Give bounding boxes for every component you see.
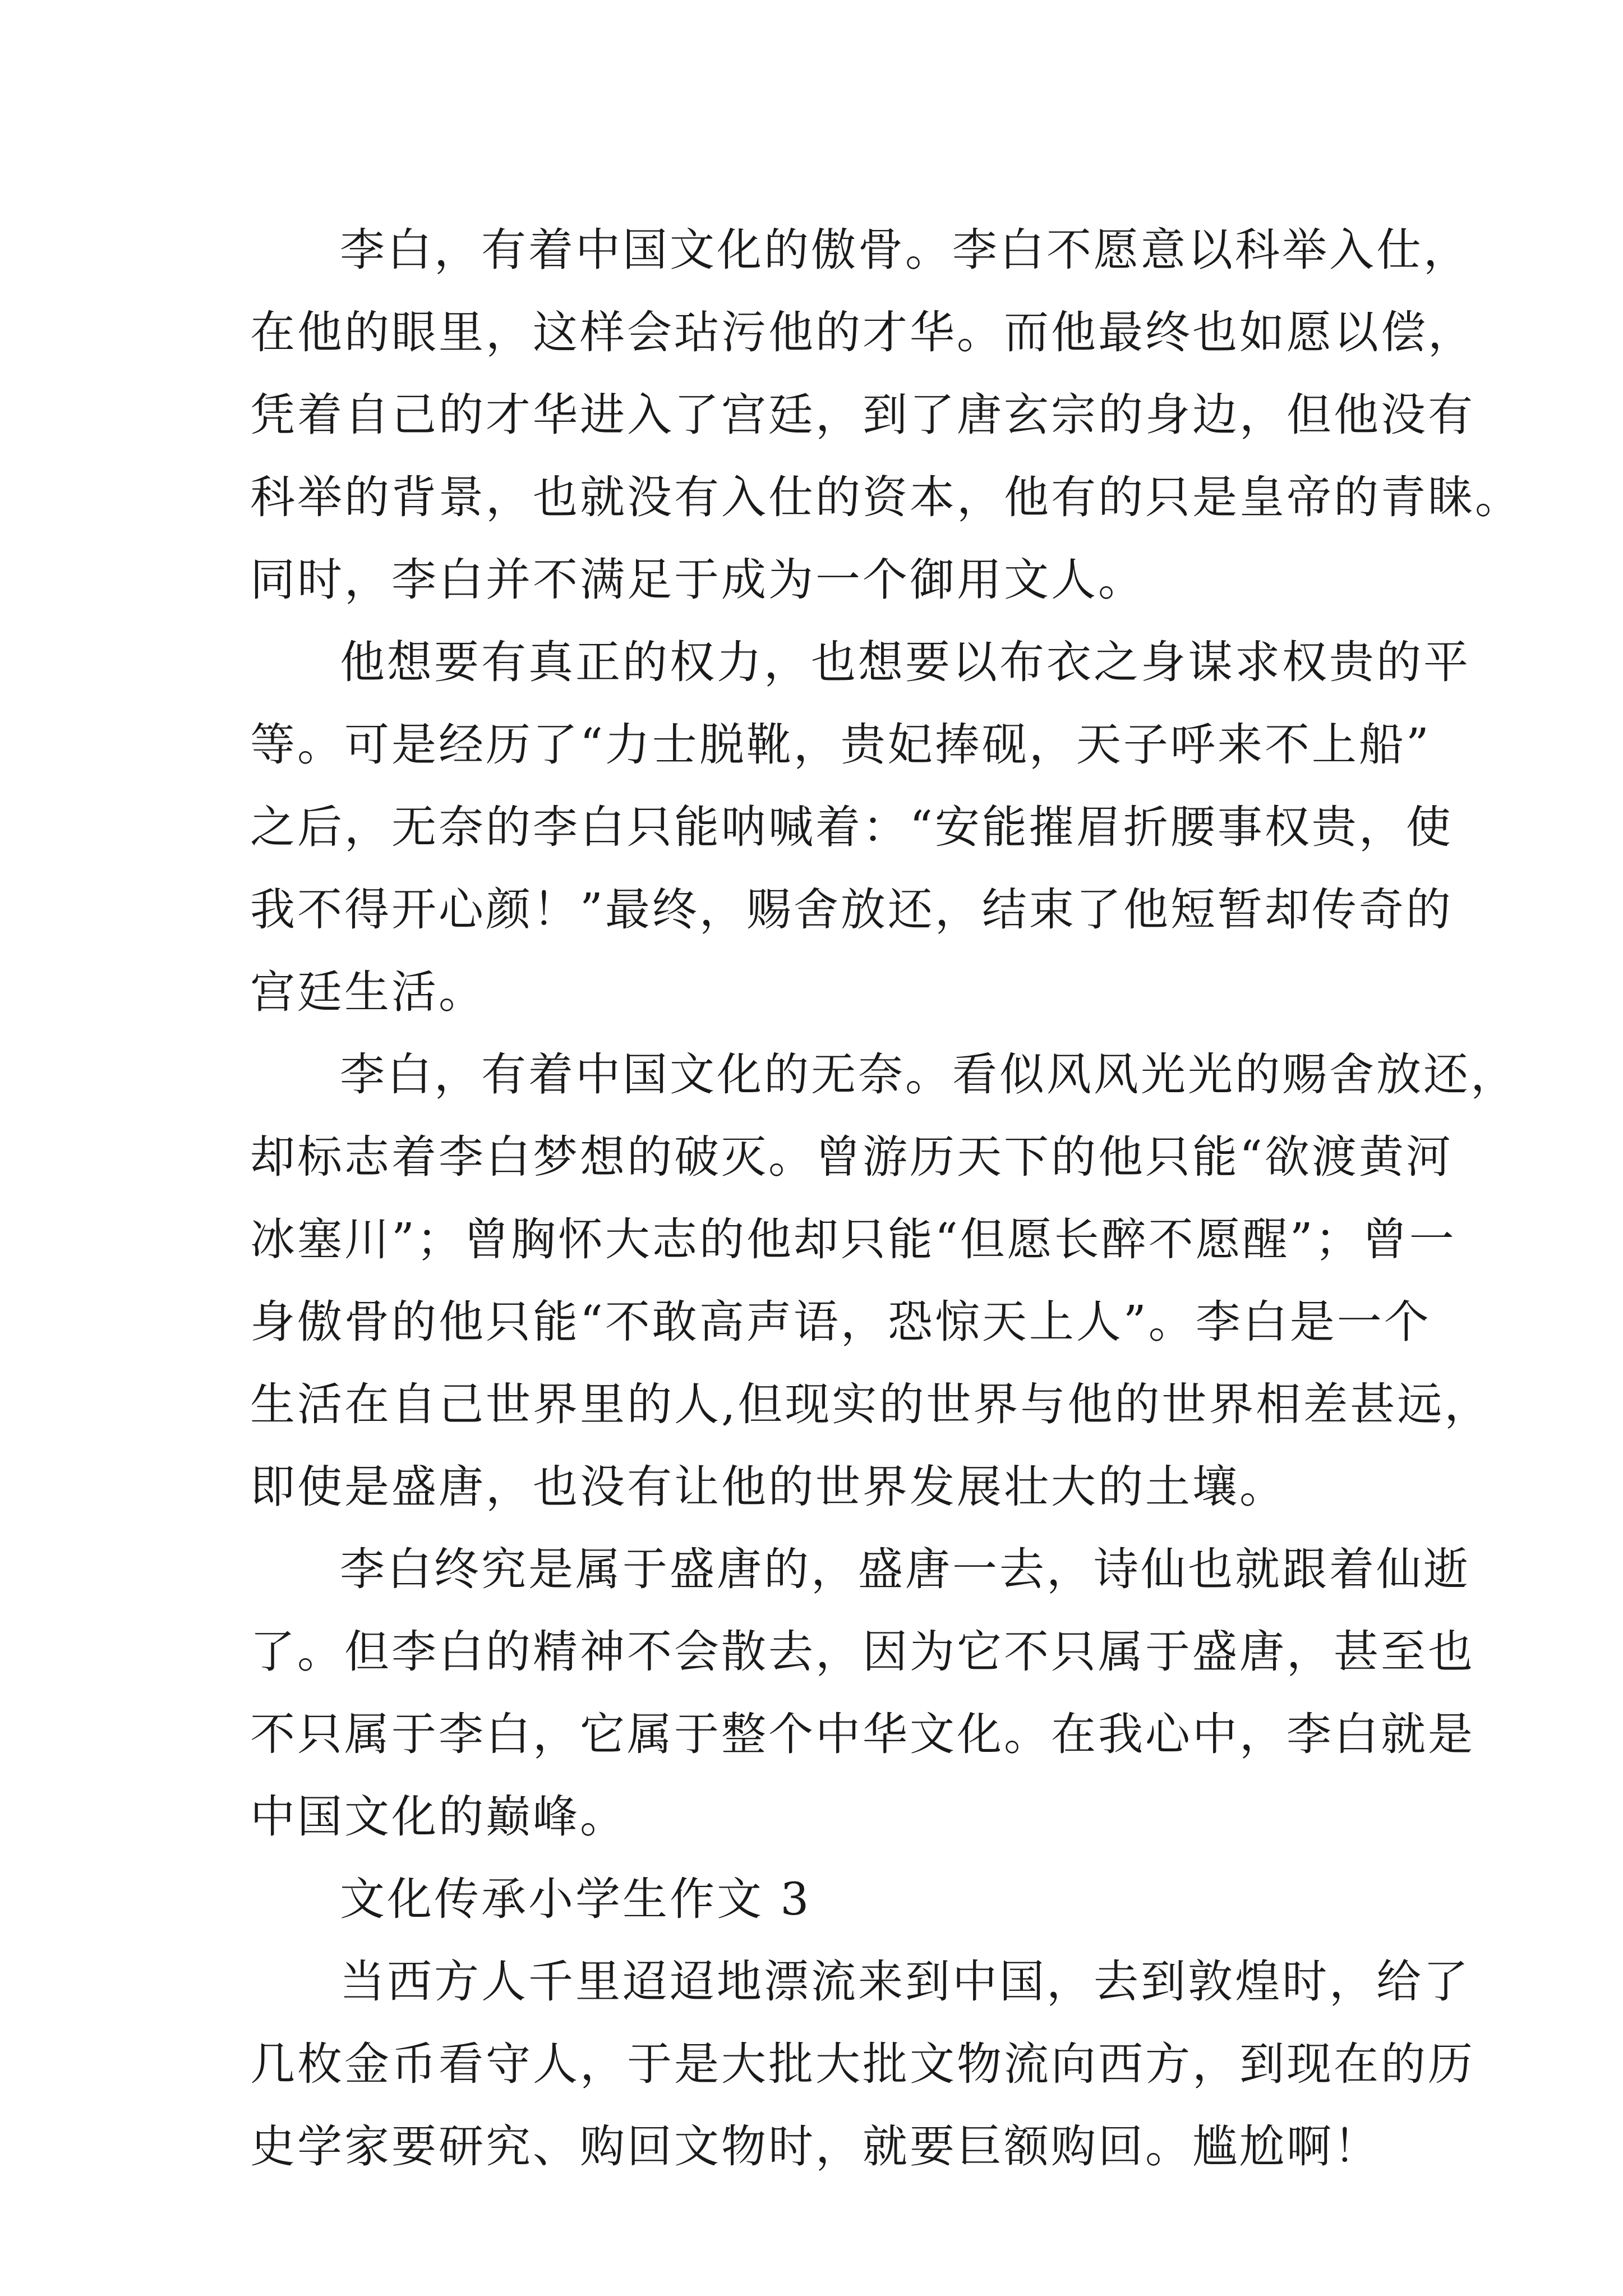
section-heading: 文化传承小学生作文 3	[340, 1873, 811, 1925]
text-line: 凭着自己的才华进入了宫廷，到了唐玄宗的身边，但他没有	[250, 389, 1475, 441]
text-line: 史学家要研究、购回文物时，就要巨额购回。尴尬啊！	[250, 2120, 1381, 2173]
text-line: 当西方人千里迢迢地漂流来到中国，去到敦煌时，给了	[340, 1955, 1470, 2008]
text-line: 等。可是经历了“力士脱靴，贵妃捧砚，天子呼来不上船”	[250, 719, 1431, 771]
text-line: 在他的眼里，这样会玷污他的才华。而他最终也如愿以偿，	[250, 306, 1475, 358]
text-line: 同时，李白并不满足于成为一个御用文人。	[250, 554, 1145, 606]
document-body	[250, 209, 1522, 2188]
text-line: 之后，无奈的李白只能呐喊着：“安能摧眉折腰事权贵，使	[250, 801, 1453, 853]
text-line: 了。但李白的精神不会散去，因为它不只属于盛唐，甚至也	[250, 1626, 1475, 1678]
text-line: 却标志着李白梦想的破灭。曾游历天下的他只能“欲渡黄河	[250, 1131, 1453, 1183]
text-line: 李白，有着中国文化的无奈。看似风风光光的赐舍放还，	[340, 1048, 1518, 1101]
text-line: 中国文化的巅峰。	[250, 1791, 627, 1843]
text-line: 不只属于李白，它属于整个中华文化。在我心中，李白就是	[250, 1708, 1475, 1760]
text-line: 冰塞川”；曾胸怀大志的他却只能“但愿长醉不愿醒”；曾一	[250, 1213, 1456, 1266]
text-line: 几枚金币看守人，于是大批大批文物流向西方，到现在的历	[250, 2038, 1475, 2090]
text-line: 宫廷生活。	[250, 966, 486, 1018]
text-line: 生活在自己世界里的人,但现实的世界与他的世界相差甚远，	[250, 1378, 1492, 1430]
text-line: 我不得开心颜！”最终，赐舍放还，结束了他短暂却传奇的	[250, 884, 1453, 936]
text-line: 李白，有着中国文化的傲骨。李白不愿意以科举入仕，	[340, 224, 1470, 276]
text-line: 他想要有真正的权力，也想要以布衣之身谋求权贵的平	[340, 636, 1470, 688]
text-line: 科举的背景，也就没有入仕的资本，他有的只是皇帝的青睐。	[250, 471, 1522, 523]
text-line: 即使是盛唐，也没有让他的世界发展壮大的土壤。	[250, 1461, 1287, 1513]
text-line: 李白终究是属于盛唐的，盛唐一去，诗仙也就跟着仙逝	[340, 1543, 1470, 1595]
text-line: 身傲骨的他只能“不敢高声语，恐惊天上人”。李白是一个	[250, 1296, 1431, 1348]
